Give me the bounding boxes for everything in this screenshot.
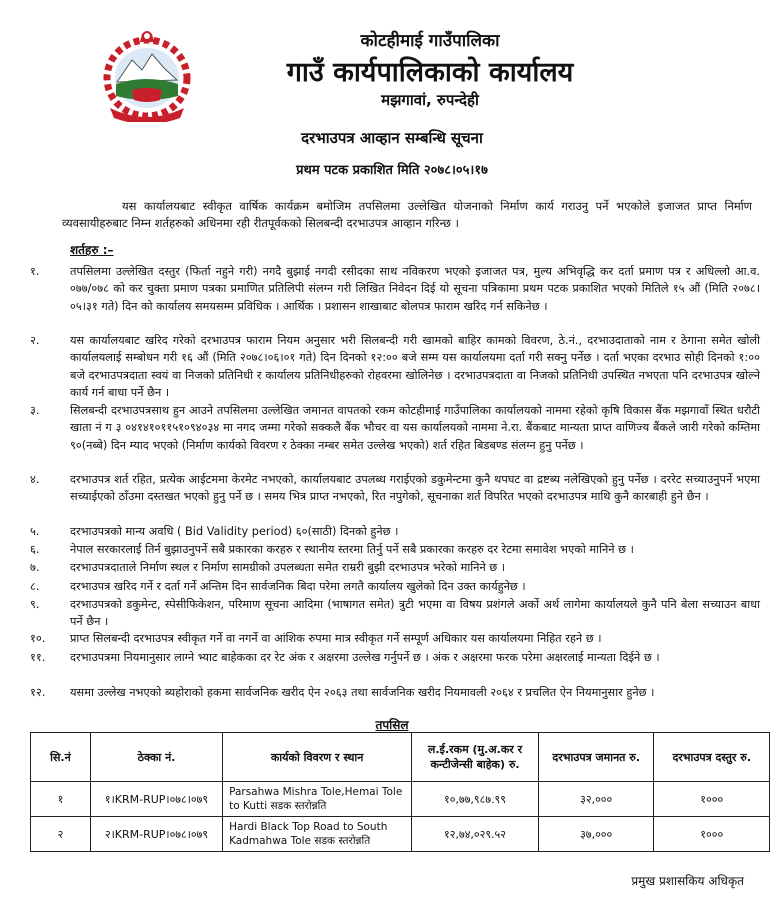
term-text: यसमा उल्लेख नभएको ब्यहोराको हकमा सार्वजनिक खरीद ऐन २०६३ तथा सार्वजनिक खरीद नियमावली २०६४ र प्रचलित ऐन नियमानुसार हुनेछ । (70, 686, 655, 699)
publish-date: प्रथम पटक प्रकाशित मिति २०७८।०५।१७ (296, 163, 488, 178)
cell-contract-number: २।KRM-RUP।०७८।०७९ (90, 817, 222, 852)
term-number: ८. (30, 580, 40, 593)
term-number: ११. (30, 651, 46, 664)
cell-contract-number: १।KRM-RUP।०७८।०७९ (90, 782, 222, 817)
cell-fee: १००० (654, 817, 770, 852)
term-number: १. (30, 265, 40, 278)
column-header: कार्यको विवरण र स्थान (223, 733, 412, 782)
cell-serial: १ (31, 782, 91, 817)
term-number: १०. (30, 632, 46, 645)
term-text: दरभाउपत्रमा नियमानुसार लाग्ने भ्याट बाहेकका दर रेट अंक र अक्षरमा उल्लेख गर्नुपर्ने छ । अंक र अक्षरमा फरक परेमा अक्षरलाई मान्यता दिईने छ । (70, 651, 660, 664)
term-text: दरभाउपत्रदाताले निर्माण स्थल र निर्माण सामग्रीको उपलब्धता समेत राम्ररी बुझी दरभाउपत्र भरेको मानिने छ । (70, 561, 506, 574)
cell-serial: २ (31, 817, 91, 852)
table-row (31, 817, 770, 852)
term-number: ३. (30, 404, 40, 417)
office-name: गाउँ कार्यपालिकाको कार्यालय (286, 57, 574, 88)
cell-security: ३२,००० (538, 782, 654, 817)
term-text: दरभाउपत्रको डकुमेन्ट, स्पेसीफिकेशन, परिमाण सूचना आदिमा (भाषागत समेत) त्रुटी भएमा वा विषय प्रशंगले अर्को अर्थ लागेमा कार्यालयले कुनै पनि बेला सच्याउन बाधा पर्ने छैन । (70, 598, 760, 629)
term-text: सिलबन्दी दरभाउपत्रसाथ हुन आउने तपसिलमा उल्लेखित जमानत वापतको रकम कोटहीमाई गाउँपालिका कार्यालयको नाममा रहेको कृषि विकास बैंक मझगावाँ स्थित धरौटी खाता नं ग ३ ०४१४१०११५१०९४०३४ मा नगद जम्मा गरेको सक्कलै बैंक भौचर वा यस कार्यालयको नाममा ने.रा. बैंकबाट मान्यता प्राप्त वाणिज्य बैंकले जारी गरेको कम्तिमा ९०(नब्बे) दिन म्याद भएको (निर्माण कार्यको विवरण र ठेक्का नम्बर समेत उल्लेख भएको) शर्त रहित बिडबण्ड संलग्न हुनु पर्नेछ । (70, 404, 760, 452)
table-header-row (31, 733, 770, 782)
term-text: दरभाउपत्र खरिद गर्ने र दर्ता गर्ने अन्तिम दिन सार्वजनिक बिदा परेमा लगतै कार्यालय खुलेको दिन उक्त कार्यहुनेछ । (70, 580, 526, 593)
term-number: २. (30, 334, 40, 347)
term-text: दरभाउपत्र शर्त रहित, प्रत्येक आईटममा केरमेट नभएको, कार्यालयबाट उपलब्ध गराईएको डकुमेन्टमा कुनै थपघट वा द्रष्टब्य नलेखिएको हुनु पर्नेछ । दररेट सच्याउनुपर्ने भएमा सच्याईएको ठाँउमा दस्तखत भएको हुनु पर्ने छ । समय भित्र प्राप्त नभएको, रित नपुगेको, सूचनाका शर्त विपरित भएको दरभाउपत्र माथि कुनै कारबाही हुने छैन । (70, 473, 760, 504)
term-number: ४. (30, 473, 40, 486)
schedule-title: तपसिल (375, 718, 409, 732)
cell-description: Parsahwa Mishra Tole,Hemai Tole to Kutti सडक स्तरोन्नति (223, 782, 412, 817)
term-number: ६. (30, 543, 40, 556)
term-text: प्राप्त सिलबन्दी दरभाउपत्र स्वीकृत गर्ने वा नगर्ने वा आंशिक रुपमा मात्र स्वीकृत गर्ने सम्पूर्ण अधिकार यस कार्यालयमा निहित रहने छ । (70, 632, 602, 645)
cell-estimate: १०,७७,९८७.९९ (412, 782, 539, 817)
cell-description: Hardi Black Top Road to South Kadmahwa Tole सडक स्तरोन्नति (223, 817, 412, 852)
cell-fee: १००० (654, 782, 770, 817)
column-header: सि.नं (31, 733, 91, 782)
term-number: ५. (30, 525, 40, 538)
terms-heading: शर्तहरु :– (70, 243, 114, 257)
intro-paragraph: यस कार्यालयबाट स्वीकृत वार्षिक कार्यक्रम बमोजिम तपसिलमा उल्लेखित योजनाको निर्माण कार्य गराउनु पर्ने भएकोले इजाजत प्राप्त निर्माण व्यवसायीहरुबाट निम्न शर्तहरुको अधिनमा रही रीतपूर्वकको सिलबन्दी दरभाउपत्र आव्हान गरिन्छ । (62, 199, 752, 230)
column-header: दरभाउपत्र दस्तुर रु. (654, 733, 770, 782)
column-header: दरभाउपत्र जमानत रु. (538, 733, 654, 782)
cell-estimate: १२,७४,०२९.५२ (412, 817, 539, 852)
municipality-name: कोटहीमाई गाउँपालिका (360, 31, 500, 51)
term-number: ९. (30, 598, 40, 611)
term-number: १२. (30, 686, 46, 699)
cell-security: ३७,००० (538, 817, 654, 852)
column-header: ठेक्का नं. (90, 733, 222, 782)
term-text: तपसिलमा उल्लेखित दस्तुर (फिर्ता नहुने गरी) नगदै बुझाई नगदी रसीदका साथ नविकरण भएको इजाजत पत्र, मुल्य अभिवृद्धि कर दर्ता प्रमाण पत्र र अधिल्लो आ.व. ०७७/०७८ को कर चुक्ता प्रमाण पत्रका प्रमाणित प्रतिलिपी संलग्न गरी लिखित निवेदन दिई यो सूचना पत्रिकामा प्रथम पटक प्रकाशित भएको मितिले १५ औं (मिति २०७८।०५।३१ गते) दिन को कार्यालय समयसम्म प्रविधिक । आर्थिक । प्रशासन शाखाबाट बोलपत्र फाराम खरिद गर्न सकिनेछ । (70, 265, 760, 313)
term-text: दरभाउपत्रको मान्य अवधि ( Bid Validity period) ६०(साठी) दिनको हुनेछ । (70, 525, 399, 538)
office-address: मझगावां, रुपन्देही (381, 91, 479, 109)
nepal-emblem-icon (92, 26, 202, 122)
term-text: यस कार्यालयबाट खरिद गरेको दरभाउपत्र फाराम नियम अनुसार भरी सिलबन्दी गरी खामको बाहिर कामको विवरण, ठे.नं., दरभाउदाताको नाम र ठेगाना समेत खोली कार्यालयलाई सम्बोधन गरी १६ औं (मिति २०७८।०६।०१ गते) दिन दिनको १२:०० बजे सम्म यस कार्यालयमा दर्ता गरी सक्नु पर्नेछ । दर्ता भएका दरभाउ सोही दिनको १:०० बजे दरभाउपत्रदाता स्वयं वा निजको प्रतिनिधी र कार्यालय प्रतिनिधीहरुको रोहवरमा खोलिनेछ । दरभाउपत्रदाता वा निजको प्रतिनिधी उपस्थित नभएता पनि दरभाउपत्र खोल्ने कार्य गर्न बाधा पर्ने छैन । (70, 334, 760, 399)
term-text: नेपाल सरकारलाई तिर्न बुझाउनुपर्ने सबै प्रकारका करहरु र स्थानीय स्तरमा तिर्नु पर्ने सबै प्रकारका करहरु दर रेटमा समावेश भएको मानिने छ । (70, 543, 634, 556)
term-number: ७. (30, 561, 40, 574)
signature-title: प्रमुख प्रशासकिय अधिकृत (631, 874, 744, 888)
table-row (31, 782, 770, 817)
notice-title: दरभाउपत्र आव्हान सम्बन्धि सूचना (301, 129, 483, 147)
column-header: ल.ई.रकम (मु.अ.कर र कन्टीजेन्सी बाहेक) रु. (412, 733, 539, 782)
schedule-table (30, 732, 770, 852)
